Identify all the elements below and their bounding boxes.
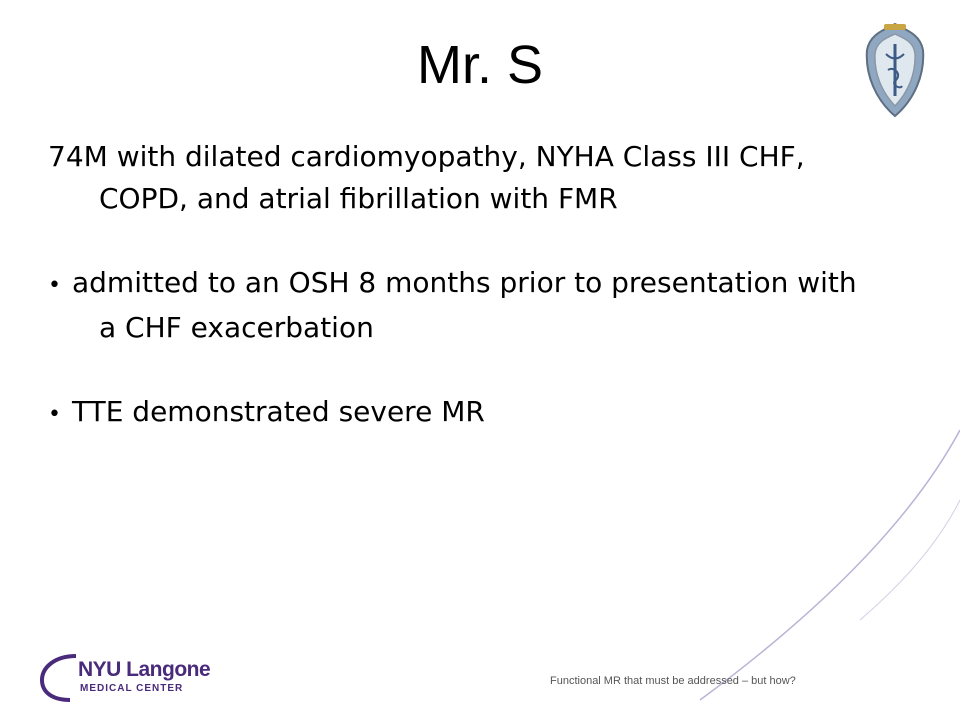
slide-title: Mr. S — [416, 35, 543, 95]
bullet-dot: • — [48, 402, 61, 427]
nyu-langone-logo — [40, 650, 211, 702]
arc-line — [860, 500, 960, 620]
bullet-text: TTE demonstrated severe MR — [72, 395, 485, 428]
slide-body — [48, 136, 878, 436]
crest-icon — [862, 20, 928, 120]
bullet-text: admitted to an OSH 8 months prior to presentation with a CHF exacerbation — [72, 266, 857, 344]
footer-text: Functional MR that must be addressed – but how? — [550, 675, 796, 687]
arc-line — [700, 430, 960, 700]
logo-arc-icon — [40, 650, 80, 702]
bullet-item — [48, 391, 878, 436]
logo-name: NYU Langone — [78, 658, 211, 681]
bullet-dot: • — [48, 273, 61, 298]
intro-paragraph: 74M with dilated cardiomyopathy, NYHA Class III CHF, COPD, and atrial fibrillation with FMR — [48, 140, 805, 215]
bullet-item — [48, 262, 878, 349]
logo-subtitle: MEDICAL CENTER — [80, 683, 184, 694]
